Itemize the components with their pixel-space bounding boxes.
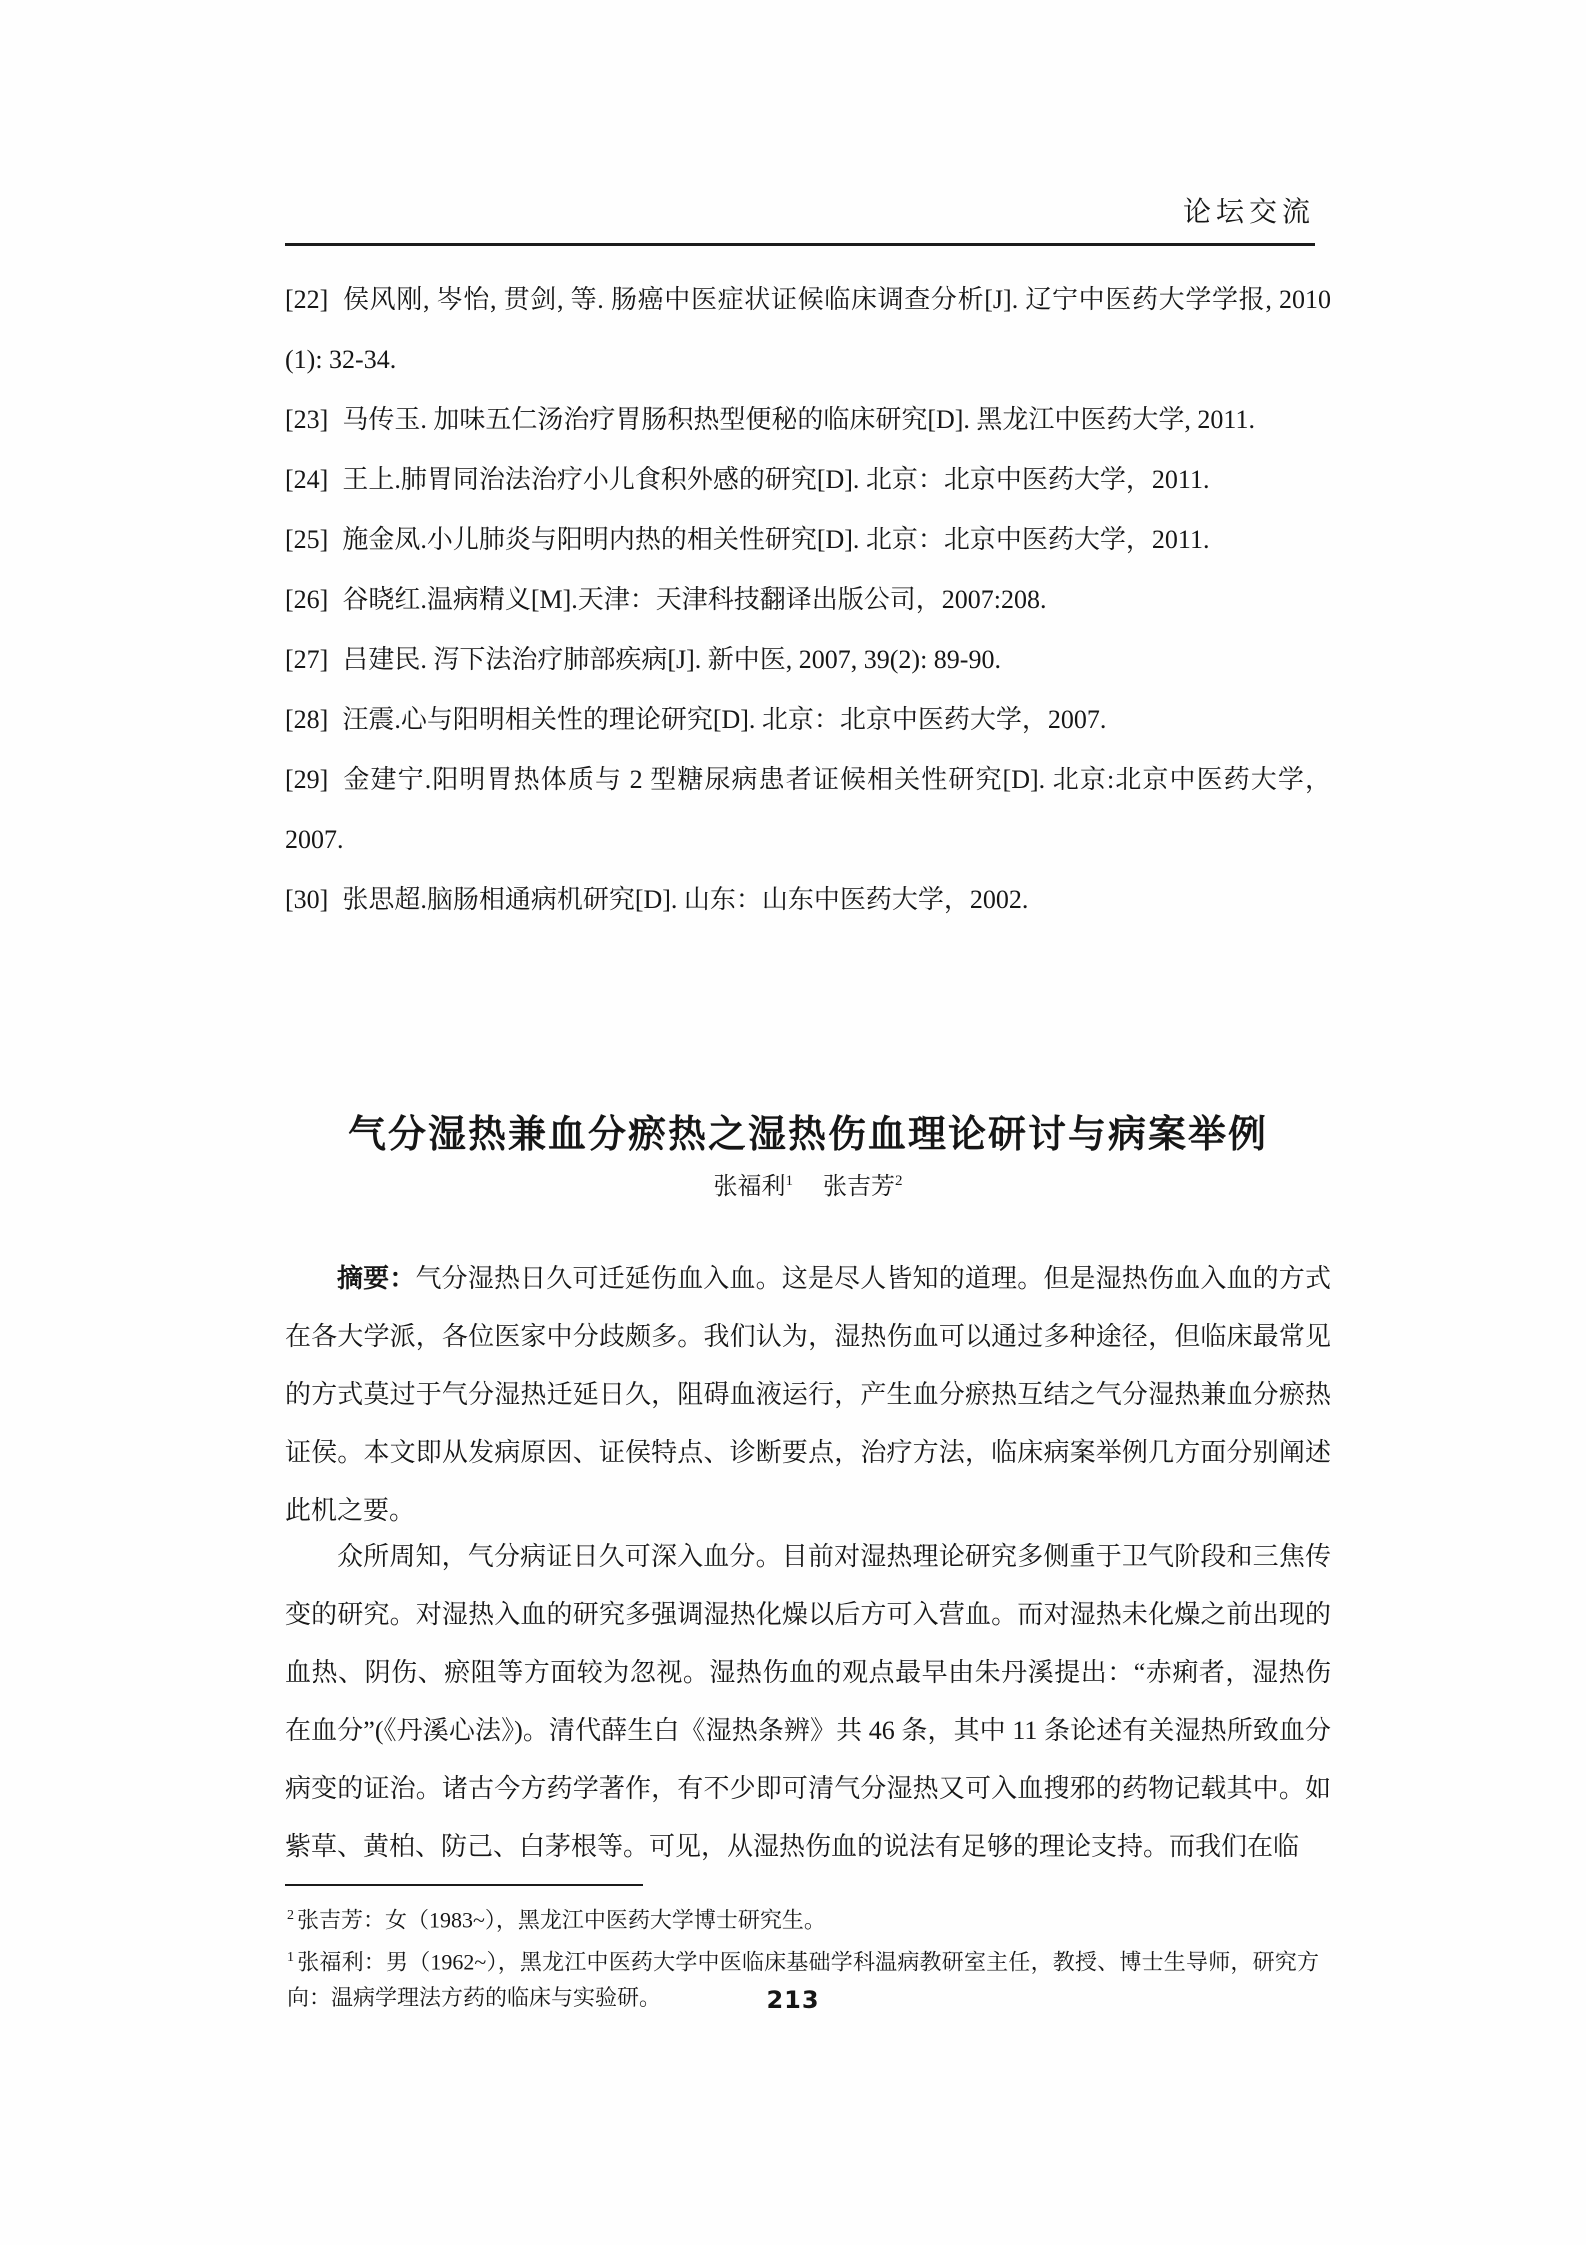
running-head: 论坛交流 (1182, 197, 1315, 228)
reference-text: 侯风刚, 岑怡, 贯剑, 等. 肠癌中医症状证候临床调查分析[J]. 辽宁中医药大学学报, 2010 (1): 32-34. (285, 285, 1331, 374)
reference-text: 马传玉. 加味五仁汤治疗胃肠积热型便秘的临床研究[D]. 黑龙江中医药大学, 2011. (342, 405, 1255, 434)
reference-label: [25] (285, 525, 329, 554)
reference-label: [29] (285, 765, 329, 794)
abstract-text: 气分湿热日久可迁延伤血入血。这是尽人皆知的道理。但是湿热伤血入血的方式在各大学派，各位医家中分歧颇多。我们认为，湿热伤血可以通过多种途径，但临床最常见的方式莫过于气分湿热迁延日久，阻碍血液运行，产生血分瘀热互结之气分湿热兼血分瘀热证侯。本文即从发病原因、证侯特点、诊断要点，治疗方法，临床病案举例几方面分别阐述此机之要。 (285, 1264, 1331, 1525)
article-title: 气分湿热兼血分瘀热之湿热伤血理论研讨与病案举例 (347, 1114, 1268, 1157)
reference-label: [28] (285, 705, 329, 734)
reference-item (285, 510, 1331, 570)
reference-item (285, 870, 1331, 930)
body-paragraph: 众所周知，气分病证日久可深入血分。目前对湿热理论研究多侧重于卫气阶段和三焦传变的研究。对湿热入血的研究多强调湿热化燥以后方可入营血。而对湿热未化燥之前出现的血热、阴伤、瘀阻等方面较为忽视。湿热伤血的观点最早由朱丹溪提出：“赤痢者，湿热伤在血分”(《丹溪心法》)。清代薛生白《湿热条辨》共 46 条，其中 11 条论述有关湿热所致血分病变的证治。诸古今方药学著作，有不少即可清气分湿热又可入血搜邪的药物记载其中。如紫草、黄柏、防己、白茅根等。可见，从湿热伤血的说法有足够的理论支持。而我们在临 (285, 1542, 1331, 1861)
reference-label: [30] (285, 885, 329, 914)
author-line (285, 1166, 1331, 1201)
footnote-sup: 2 (287, 1908, 294, 1923)
reference-label: [26] (285, 585, 329, 614)
reference-text: 张思超.脑肠相通病机研究[D]. 山东：山东中医药大学，2002. (342, 885, 1029, 914)
footnote-separator-rule (285, 1884, 643, 1886)
footnote-sup: 1 (287, 1950, 294, 1966)
reference-item (285, 450, 1331, 510)
footnote-text: 张吉芳：女（1983~），黑龙江中医药大学博士研究生。 (297, 1907, 826, 1933)
header-rule (285, 243, 1315, 246)
reference-label: [22] (285, 285, 329, 314)
reference-item (285, 570, 1331, 630)
page-number: 213 (766, 1986, 820, 2014)
author-name: 张福利 (713, 1174, 786, 1200)
author-name: 张吉芳 (823, 1174, 895, 1200)
reference-item (285, 630, 1331, 690)
abstract-paragraph (285, 1250, 1331, 1540)
reference-label: [27] (285, 645, 329, 674)
reference-item (285, 390, 1331, 450)
footnote-item (287, 1898, 1319, 1937)
reference-label: [23] (285, 405, 329, 434)
reference-item (285, 690, 1331, 750)
abstract-label: 摘要： (337, 1264, 416, 1293)
reference-item (285, 270, 1331, 390)
author-affiliation-sup: 2 (895, 1173, 903, 1189)
reference-text: 金建宁.阳明胃热体质与 2 型糖尿病患者证候相关性研究[D]. 北京:北京中医药大学，2007. (285, 765, 1331, 854)
author-affiliation-sup: 1 (785, 1173, 793, 1189)
reference-item (285, 750, 1331, 870)
reference-list (285, 270, 1331, 930)
reference-text: 王上.肺胃同治法治疗小儿食积外感的研究[D]. 北京：北京中医药大学，2011. (342, 465, 1210, 494)
reference-text: 施金凤.小儿肺炎与阳明内热的相关性研究[D]. 北京：北京中医药大学，2011. (342, 525, 1210, 554)
footnote-text: 张福利：男（1962~），黑龙江中医药大学中医临床基础学科温病教研室主任，教授、博士生导师，研究方向：温病学理法方药的临床与实验研。 (287, 1949, 1319, 2010)
reference-text: 汪震.心与阳明相关性的理论研究[D]. 北京：北京中医药大学，2007. (342, 705, 1107, 734)
author (823, 1174, 903, 1200)
reference-text: 吕建民. 泻下法治疗肺部疾病[J]. 新中医, 2007, 39(2): 89-90. (342, 645, 1001, 674)
author (714, 1174, 794, 1200)
reference-label: [24] (285, 465, 329, 494)
reference-text: 谷晓红.温病精义[M].天津：天津科技翻译出版公司，2007:208. (342, 585, 1047, 614)
